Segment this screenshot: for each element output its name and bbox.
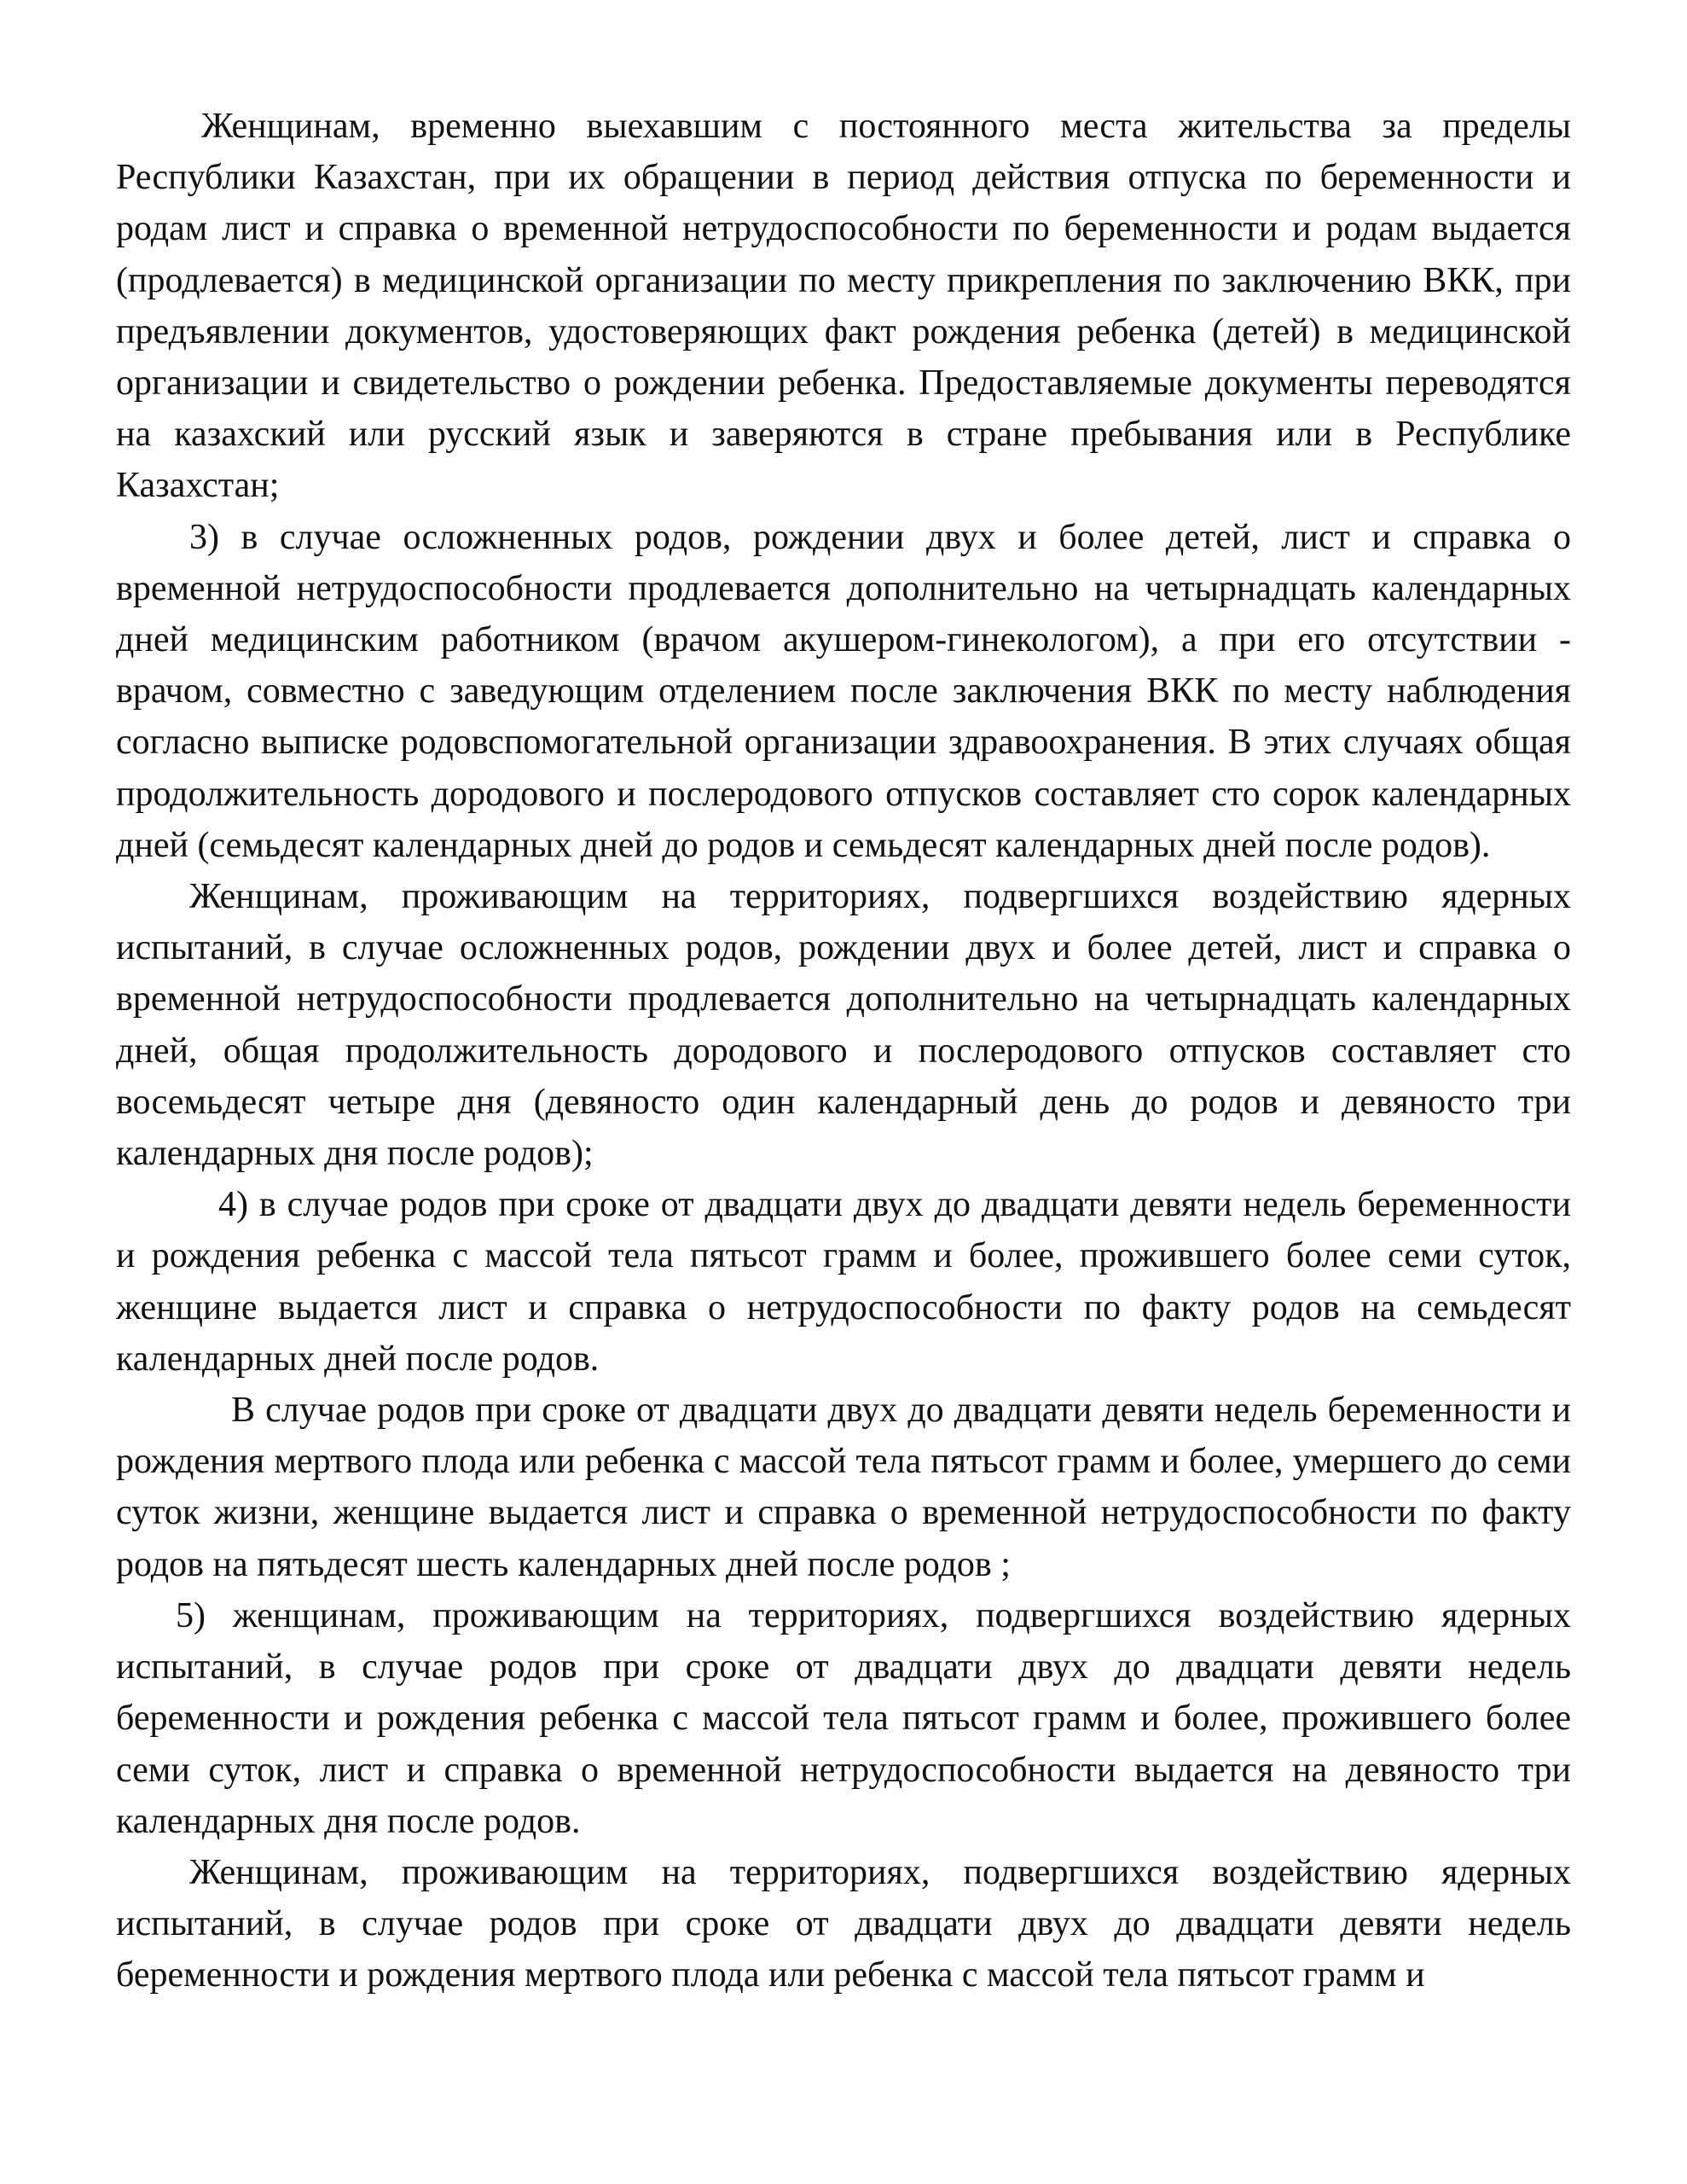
paragraph-stillbirth-case: В случае родов при сроке от двадцати двух до двадцати девяти недель беременности и рождения мертвого плода или ребенка с массой тела пятьсот грамм и более, умершего до семи суток жизни, женщине выдается лист и справка о временной нетрудоспособности по факту родов на пятьдесят шесть календарных дней после родов ; (116, 1391, 1571, 1584)
paragraph-item-4: 4) в случае родов при сроке от двадцати двух до двадцати девяти недель беременности и рождения ребенка с массой тела пятьсот грамм и более, прожившего более семи суток, женщине выдается лист и справка о нетрудоспособности по факту родов на семьдесят календарных дней после родов. (116, 1185, 1571, 1379)
paragraph-temporary-departure: Женщинам, временно выехавшим с постоянного места жительства за пределы Республики Казахстан, при их обращении в период действия отпуска по беременности и родам лист и справка о временной нетрудоспособности по беременности и родам выдается (продлевается) в медицинской организации по месту прикрепления по заключению ВКК, при предъявлении документов, удостоверяющих факт рождения ребенка (детей) в медицинской организации и свидетельство о рождении ребенка. Предоставляемые документы переводятся на казахский или русский язык и заверяются в стране пребывания или в Республике Казахстан; (116, 107, 1571, 506)
paragraph-item-3: 3) в случае осложненных родов, рождении двух и более детей, лист и справка о временной нетрудоспособности продлевается дополнительно на четырнадцать календарных дней медицинским работником (врачом акушером-гинекологом), а при его отсутствии - врачом, совместно с заведующим отделением после заключения ВКК по месту наблюдения согласно выписке родовспомогательной организации здравоохранения. В этих случаях общая продолжительность дородового и послеродового отпусков составляет сто сорок календарных дней (семьдесят календарных дней до родов и семьдесят календарных дней после родов). (116, 517, 1571, 865)
paragraph-item-5: 5) женщинам, проживающим на территориях, подвергшихся воздействию ядерных испытаний, в случае родов при сроке от двадцати двух до двадцати девяти недель беременности и рождения ребенка с массой тела пятьсот грамм и более, прожившего более семи суток, лист и справка о временной нетрудоспособности выдается на девяносто три календарных дня после родов. (116, 1595, 1571, 1841)
document-page (116, 101, 1571, 2001)
paragraph-nuclear-stillbirth: Женщинам, проживающим на территориях, подвергшихся воздействию ядерных испытаний, в случае родов при сроке от двадцати двух до двадцати девяти недель беременности и рождения мертвого плода или ребенка с массой тела пятьсот грамм и (116, 1852, 1571, 1995)
paragraph-nuclear-complicated-births: Женщинам, проживающим на территориях, подвергшихся воздействию ядерных испытаний, в случае осложненных родов, рождении двух и более детей, лист и справка о временной нетрудоспособности продлевается дополнительно на четырнадцать календарных дней, общая продолжительность дородового и послеродового отпусков составляет сто восемьдесят четыре дня (девяносто один календарный день до родов и девяносто три календарных дня после родов); (116, 877, 1571, 1174)
